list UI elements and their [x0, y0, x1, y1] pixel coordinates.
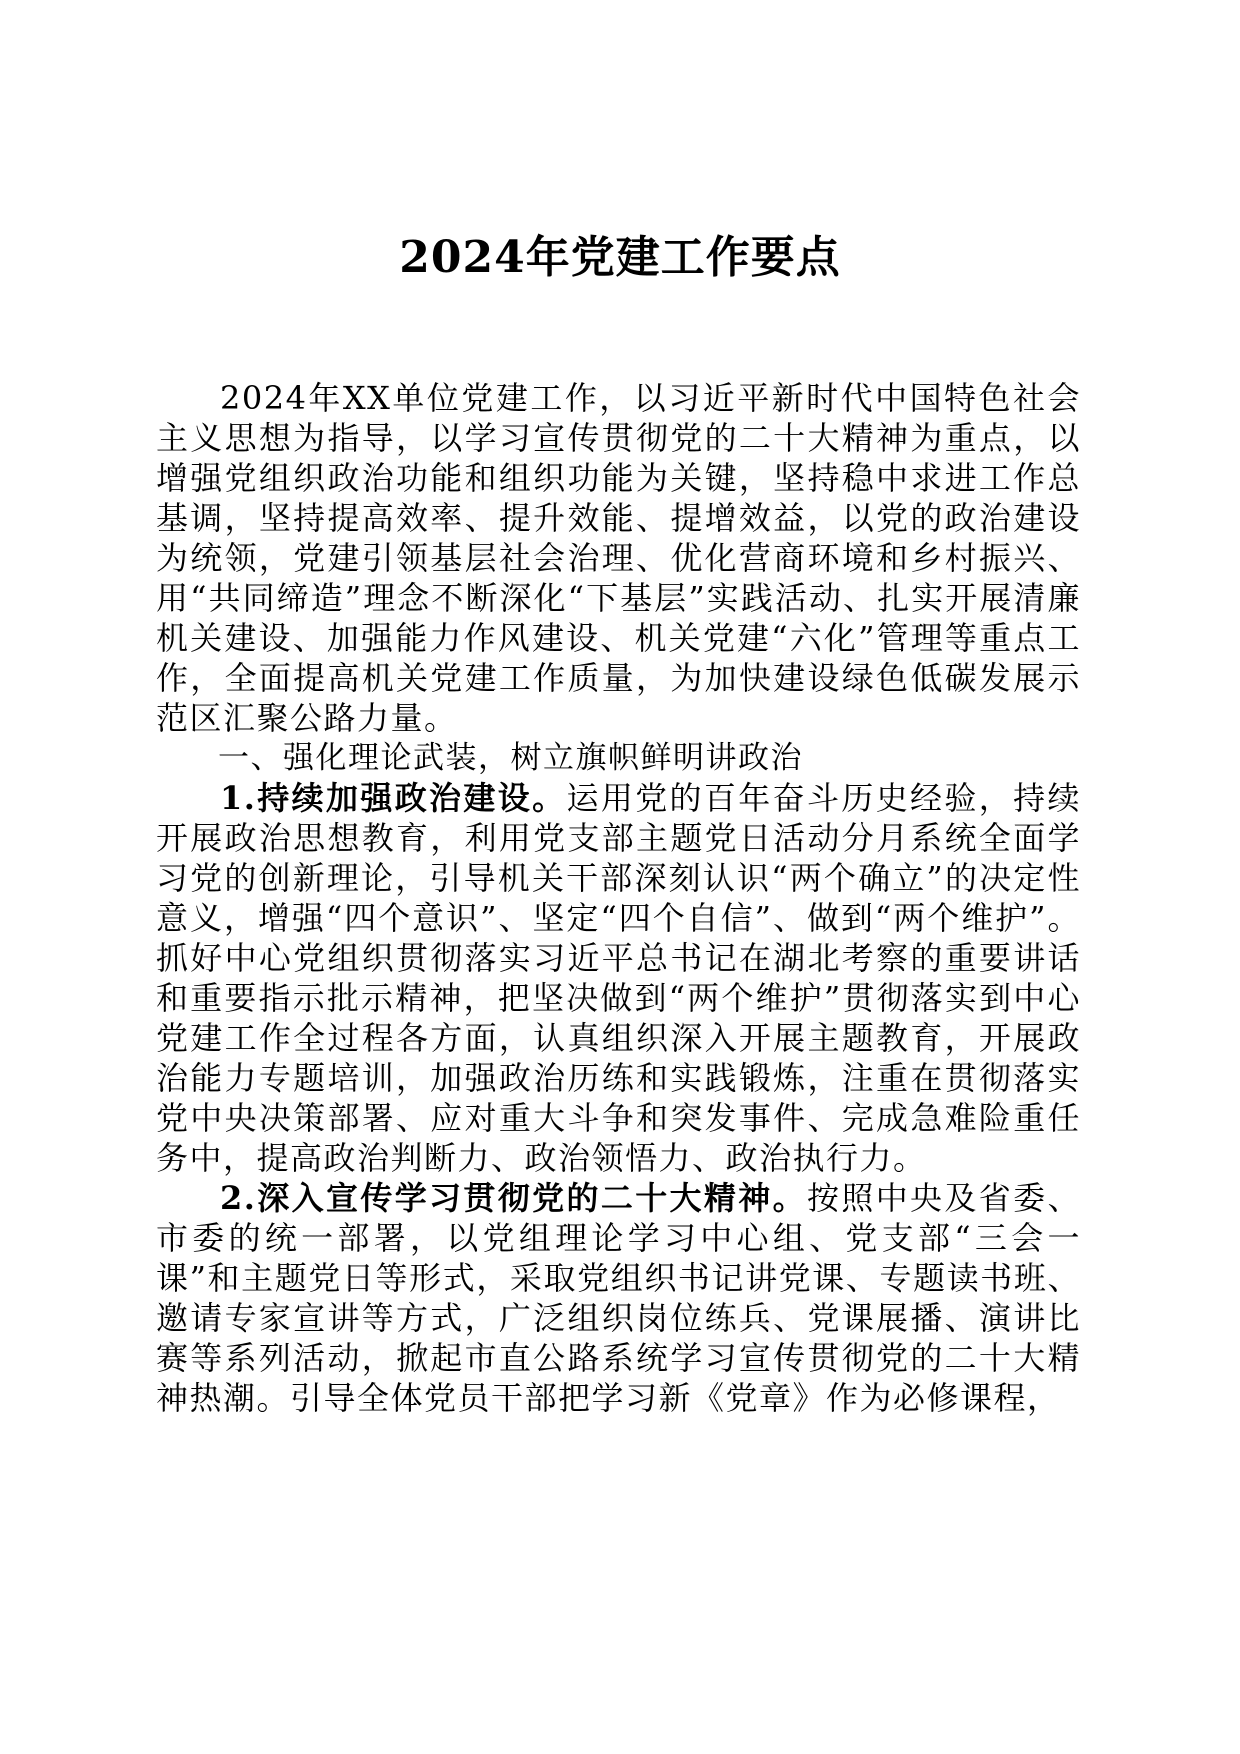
document-body	[156, 378, 1081, 1418]
item-paragraph-2	[156, 1178, 1081, 1418]
item-text-1: 运用党的百年奋斗历史经验，持续开展政治思想教育，利用党支部主题党日活动分月系统全面学习党的创新理论，引导机关干部深刻认识“两个确立”的决定性意义，增强“四个意识”、坚定“四个自信”、做到“两个维护”。抓好中心党组织贯彻落实习近平总书记在湖北考察的重要讲话和重要指示批示精神，把坚决做到“两个维护”贯彻落实到中心党建工作全过程各方面，认真组织深入开展主题教育，开展政治能力专题培训，加强政治历练和实践锻炼，注重在贯彻落实党中央决策部署、应对重大斗争和突发事件、完成急难险重任务中，提高政治判断力、政治领悟力、政治执行力。	[156, 779, 1081, 1177]
document-title: 2024年党建工作要点	[399, 232, 841, 283]
section-heading-1: 一、强化理论武装，树立旗帜鲜明讲政治	[218, 740, 803, 776]
intro-paragraph: 2024年XX单位党建工作，以习近平新时代中国特色社会主义思想为指导，以学习宣传贯彻党的二十大精神为重点，以增强党组织政治功能和组织功能为关键，坚持稳中求进工作总基调，坚持提高效率、提升效能、提增效益，以党的政治建设为统领，党建引领基层社会治理、优化营商环境和乡村振兴、用“共同缔造”理念不断深化“下基层”实践活动、扎实开展清廉机关建设、加强能力作风建设、机关党建“六化”管理等重点工作，全面提高机关党建工作质量，为加快建设绿色低碳发展示范区汇聚公路力量。	[156, 379, 1081, 737]
item-lead-2: 2.深入宣传学习贯彻党的二十大精神。	[220, 1179, 807, 1217]
item-lead-1: 1.持续加强政治建设。	[220, 779, 567, 817]
item-paragraph-1	[156, 778, 1081, 1178]
item-text-2: 按照中央及省委、市委的统一部署，以党组理论学习中心组、党支部“三会一课”和主题党日等形式，采取党组织书记讲党课、专题读书班、邀请专家宣讲等方式，广泛组织岗位练兵、党课展播、演讲比赛等系列活动，掀起市直公路系统学习宣传贯彻党的二十大精神热潮。引导全体党员干部把学习新《党章》作为必修课程，	[156, 1179, 1081, 1417]
